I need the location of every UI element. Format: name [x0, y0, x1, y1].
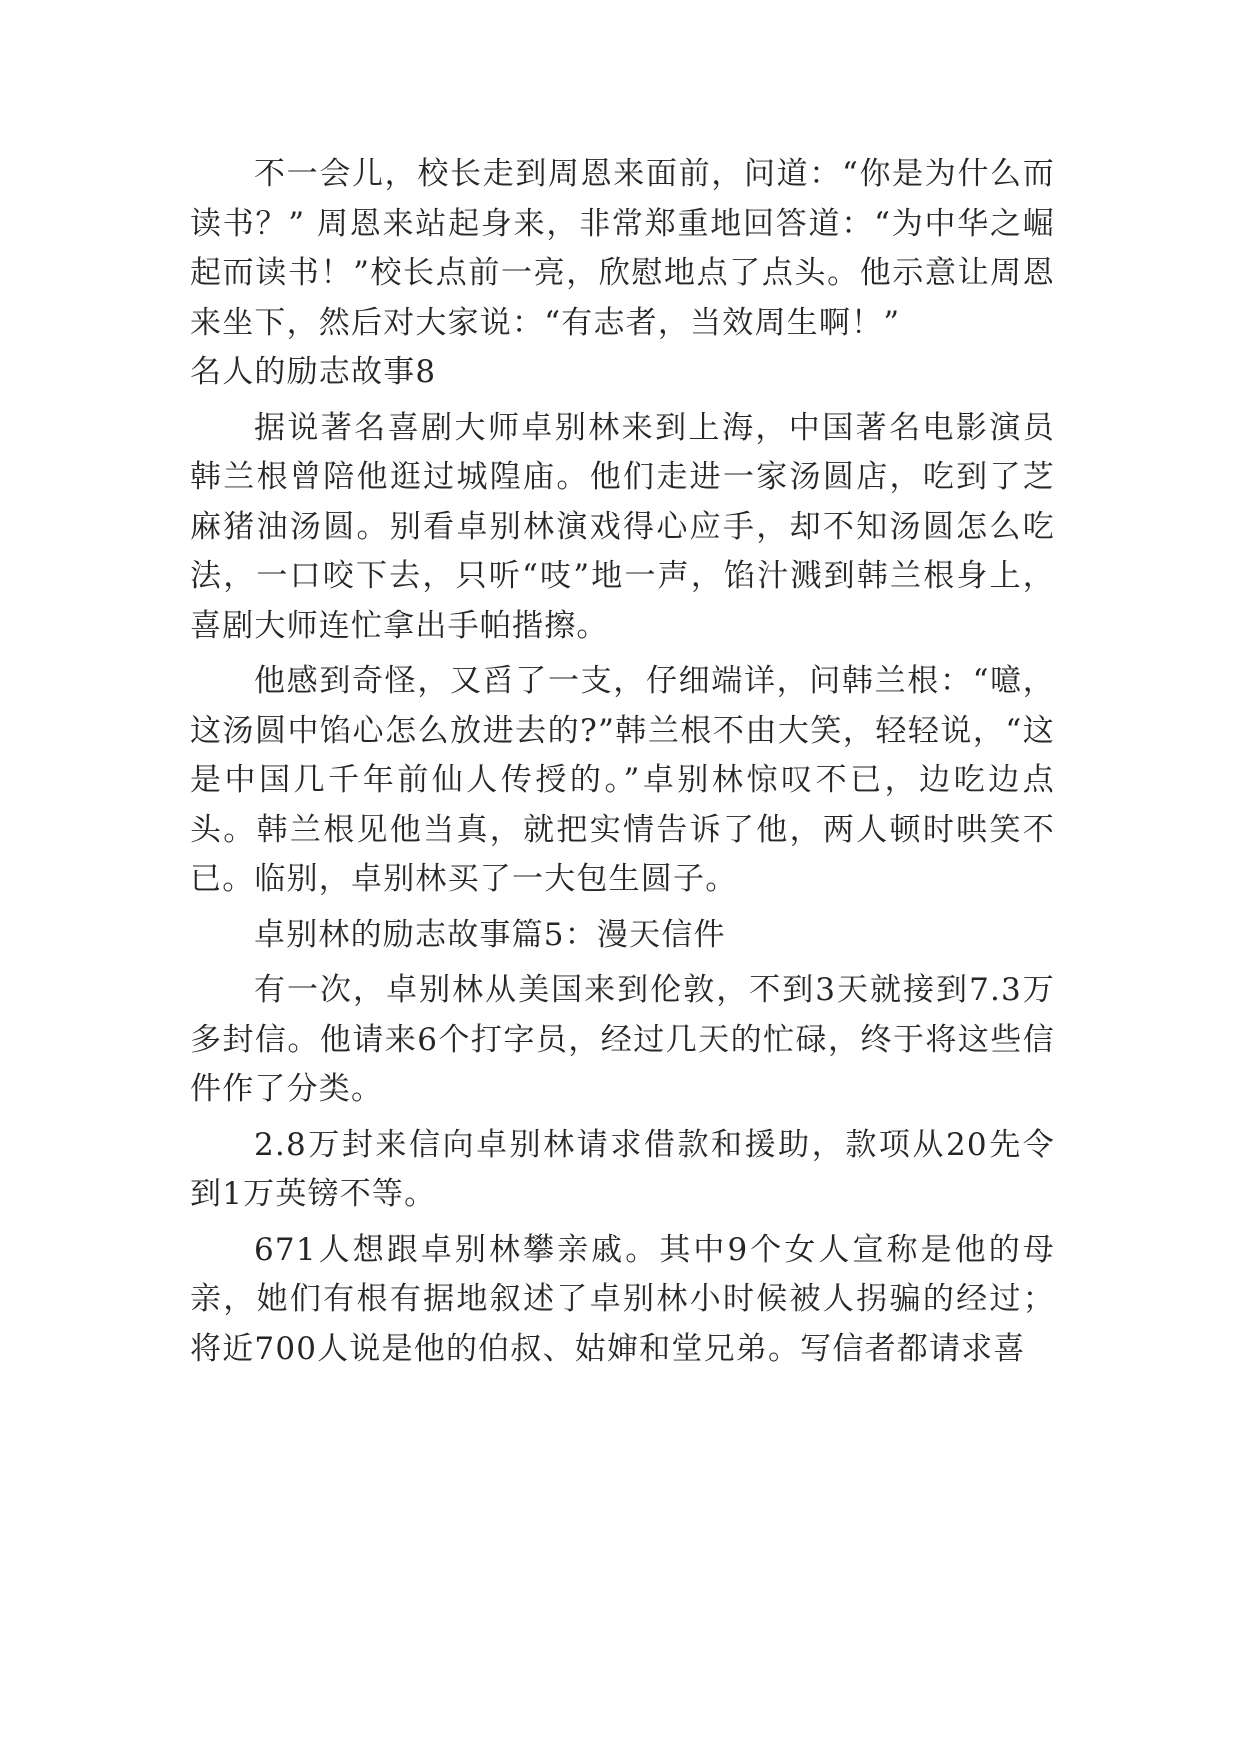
paragraph-chaplin-tangyuan: 他感到奇怪，又舀了一支，仔细端详，问韩兰根：“噫，这汤圆中馅心怎么放进去的?”韩兰根不由大笑，轻轻说，“这是中国几千年前仙人传授的。”卓别林惊叹不已，边吃边点头。韩兰根见他当真，就把实情告诉了他，两人顿时哄笑不已。临别，卓别林买了一大包生圆子。 — [190, 663, 1055, 897]
paragraph-loan-requests: 2.8万封来信向卓别林请求借款和援助，款项从20先令到1万英镑不等。 — [190, 1126, 1055, 1212]
paragraph-zhou-enlai-ending: 不一会儿，校长走到周恩来面前，问道：“你是为什么而读书？” 周恩来站起身来，非常郑重地回答道：“为中华之崛起而读书！”校长点前一亮，欣慰地点了点头。他示意让周恩来坐下，然后对大家说：“有志者，当效周生啊！” — [190, 156, 1055, 341]
section-heading-chaplin-letters: 卓别林的励志故事篇5：漫天信件 — [254, 916, 726, 953]
paragraph-relatives-claims: 671人想跟卓别林攀亲戚。其中9个女人宣称是他的母亲，她们有根有据地叙述了卓别林小时候被人拐骗的经过；将近700人说是他的伯叔、姑婶和堂兄弟。写信者都请求喜 — [190, 1231, 1055, 1367]
paragraph-chaplin-shanghai: 据说著名喜剧大师卓别林来到上海，中国著名电影演员韩兰根曾陪他逛过城隍庙。他们走进一家汤圆店，吃到了芝麻猪油汤圆。别看卓别林演戏得心应手，却不知汤圆怎么吃法，一口咬下去，只听“吱”地一声，馅汁溅到韩兰根身上，喜剧大师连忙拿出手帕揩擦。 — [190, 409, 1055, 644]
section-heading-story-8: 名人的励志故事8 — [190, 354, 437, 390]
document-body — [190, 150, 1055, 1374]
paragraph-letters-count: 有一次，卓别林从美国来到伦敦，不到3天就接到7.3万多封信。他请来6个打字员，经过几天的忙碌，终于将这些信件作了分类。 — [190, 972, 1055, 1107]
